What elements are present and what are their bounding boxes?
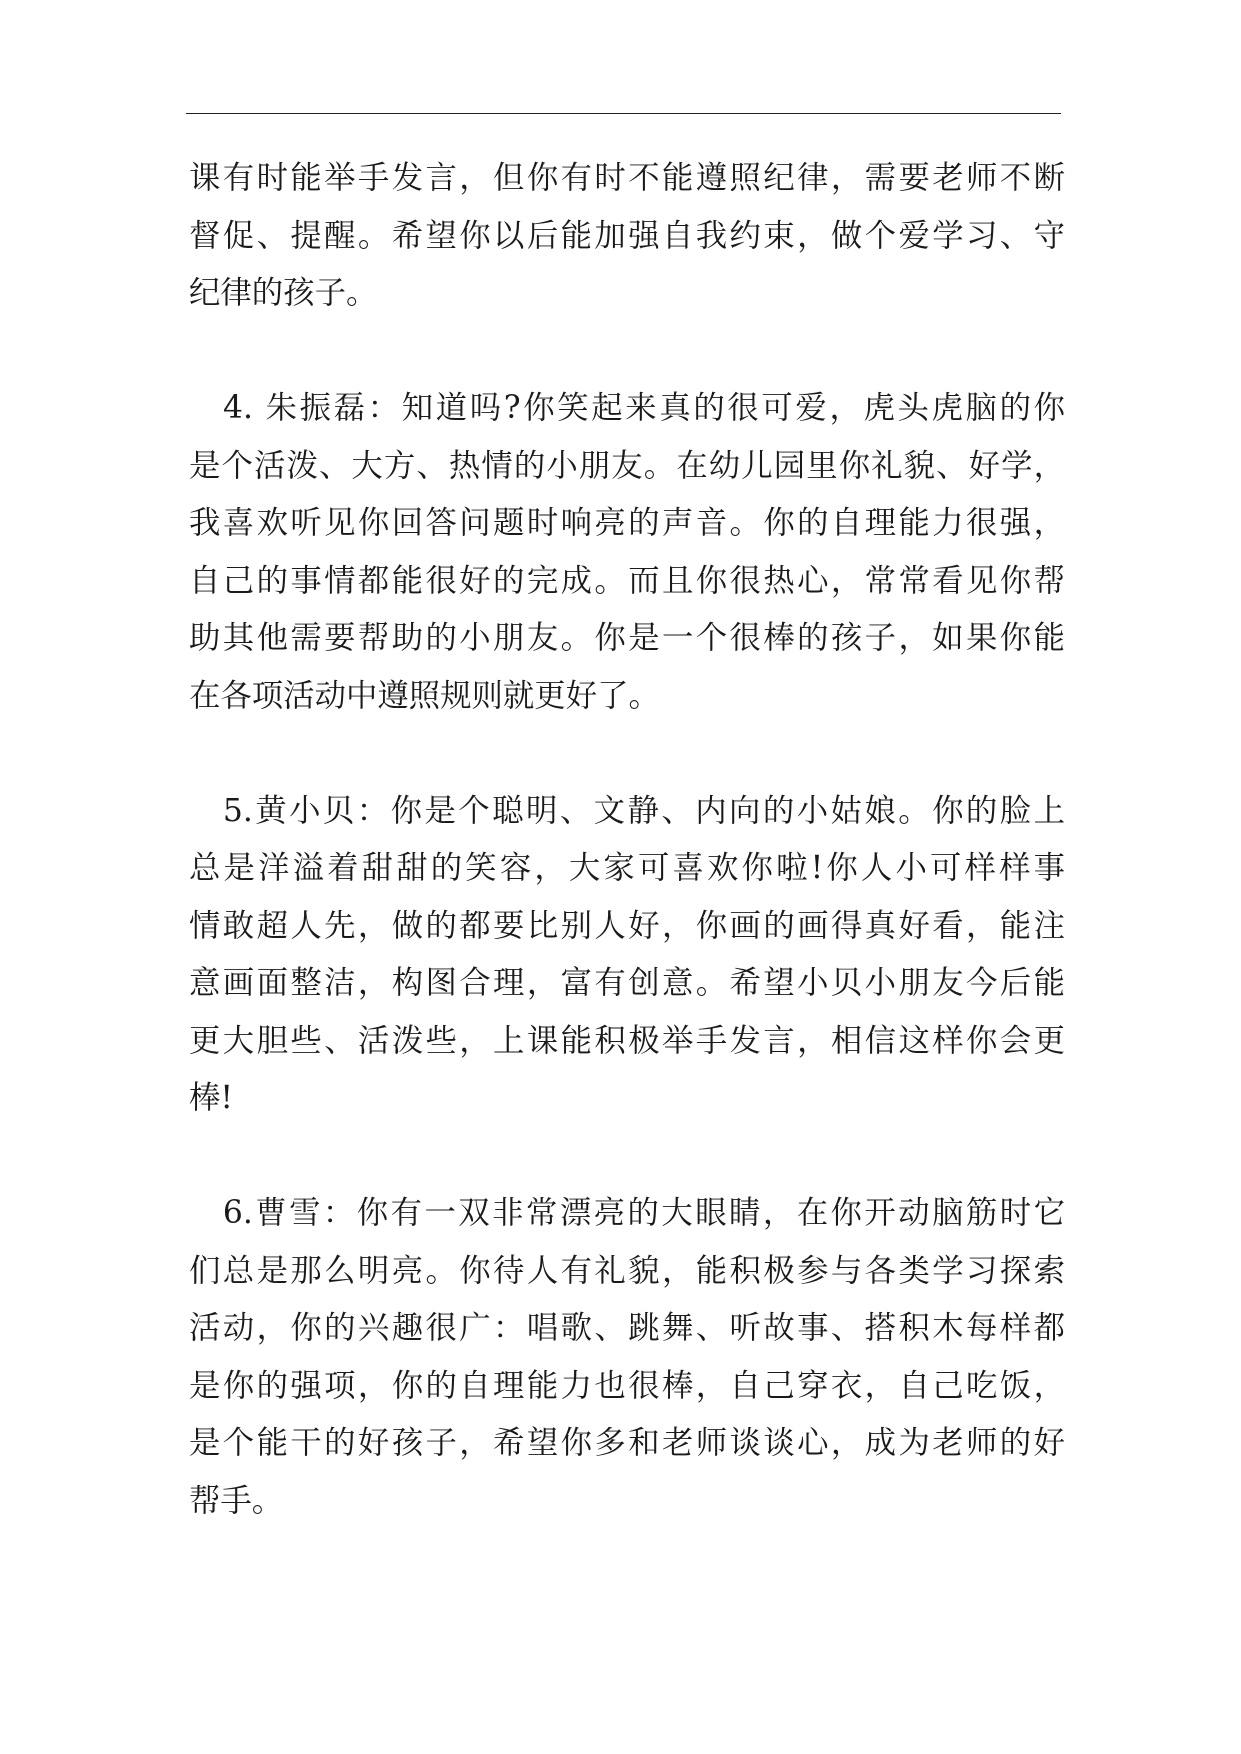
paragraph-line: 棒! <box>189 1080 234 1116</box>
paragraph-line: 更大胆些、活泼些，上课能积极举手发言，相信这样你会更 <box>189 1022 1065 1059</box>
paragraph-line: 是个能干的好孩子，希望你多和老师谈谈心，成为老师的好 <box>189 1425 1065 1461</box>
paragraph-line: 意画面整洁，构图合理，富有创意。希望小贝小朋友今后能 <box>189 965 1065 1001</box>
paragraph-line: 活动，你的兴趣很广：唱歌、跳舞、听故事、搭积木每样都 <box>189 1310 1065 1346</box>
paragraph-line: 情敢超人先，做的都要比别人好，你画的画得真好看，能注 <box>189 907 1065 944</box>
paragraph-line: 们总是那么明亮。你待人有礼貌，能积极参与各类学习探索 <box>189 1252 1065 1289</box>
paragraph-line: 自己的事情都能很好的完成。而且你很热心，常常看见你帮 <box>189 562 1065 599</box>
paragraph-line: 我喜欢听见你回答问题时响亮的声音。你的自理能力很强， <box>189 505 1065 541</box>
paragraph <box>189 783 1065 1128</box>
paragraph-line: 4. 朱振磊：知道吗?你笑起来真的很可爱，虎头虎脑的你 <box>189 390 1065 426</box>
paragraph-line: 纪律的孩子。 <box>189 275 378 311</box>
paragraph <box>189 380 1065 725</box>
paragraph-line: 在各项活动中遵照规则就更好了。 <box>189 677 660 714</box>
paragraph-line: 5.黄小贝：你是个聪明、文静、内向的小姑娘。你的脸上 <box>189 792 1065 829</box>
paragraph <box>189 150 1065 323</box>
header-rule <box>186 113 1061 114</box>
paragraph-line: 课有时能举手发言，但你有时不能遵照纪律，需要老师不断 <box>189 160 1065 196</box>
paragraph <box>189 1185 1065 1530</box>
paragraph-line: 帮手。 <box>189 1482 284 1519</box>
paragraph-line: 督促、提醒。希望你以后能加强自我约束，做个爱学习、守 <box>189 217 1065 254</box>
paragraph-line: 总是洋溢着甜甜的笑容，大家可喜欢你啦!你人小可样样事 <box>189 850 1065 886</box>
paragraph-line: 助其他需要帮助的小朋友。你是一个很棒的孩子，如果你能 <box>189 620 1065 656</box>
paragraph-line: 6.曹雪：你有一双非常漂亮的大眼睛，在你开动脑筋时它 <box>189 1195 1065 1231</box>
document-body <box>189 150 1065 1530</box>
paragraph-line: 是个活泼、大方、热情的小朋友。在幼儿园里你礼貌、好学， <box>189 447 1065 484</box>
paragraph-line: 是你的强项，你的自理能力也很棒，自己穿衣，自己吃饭， <box>189 1367 1065 1404</box>
